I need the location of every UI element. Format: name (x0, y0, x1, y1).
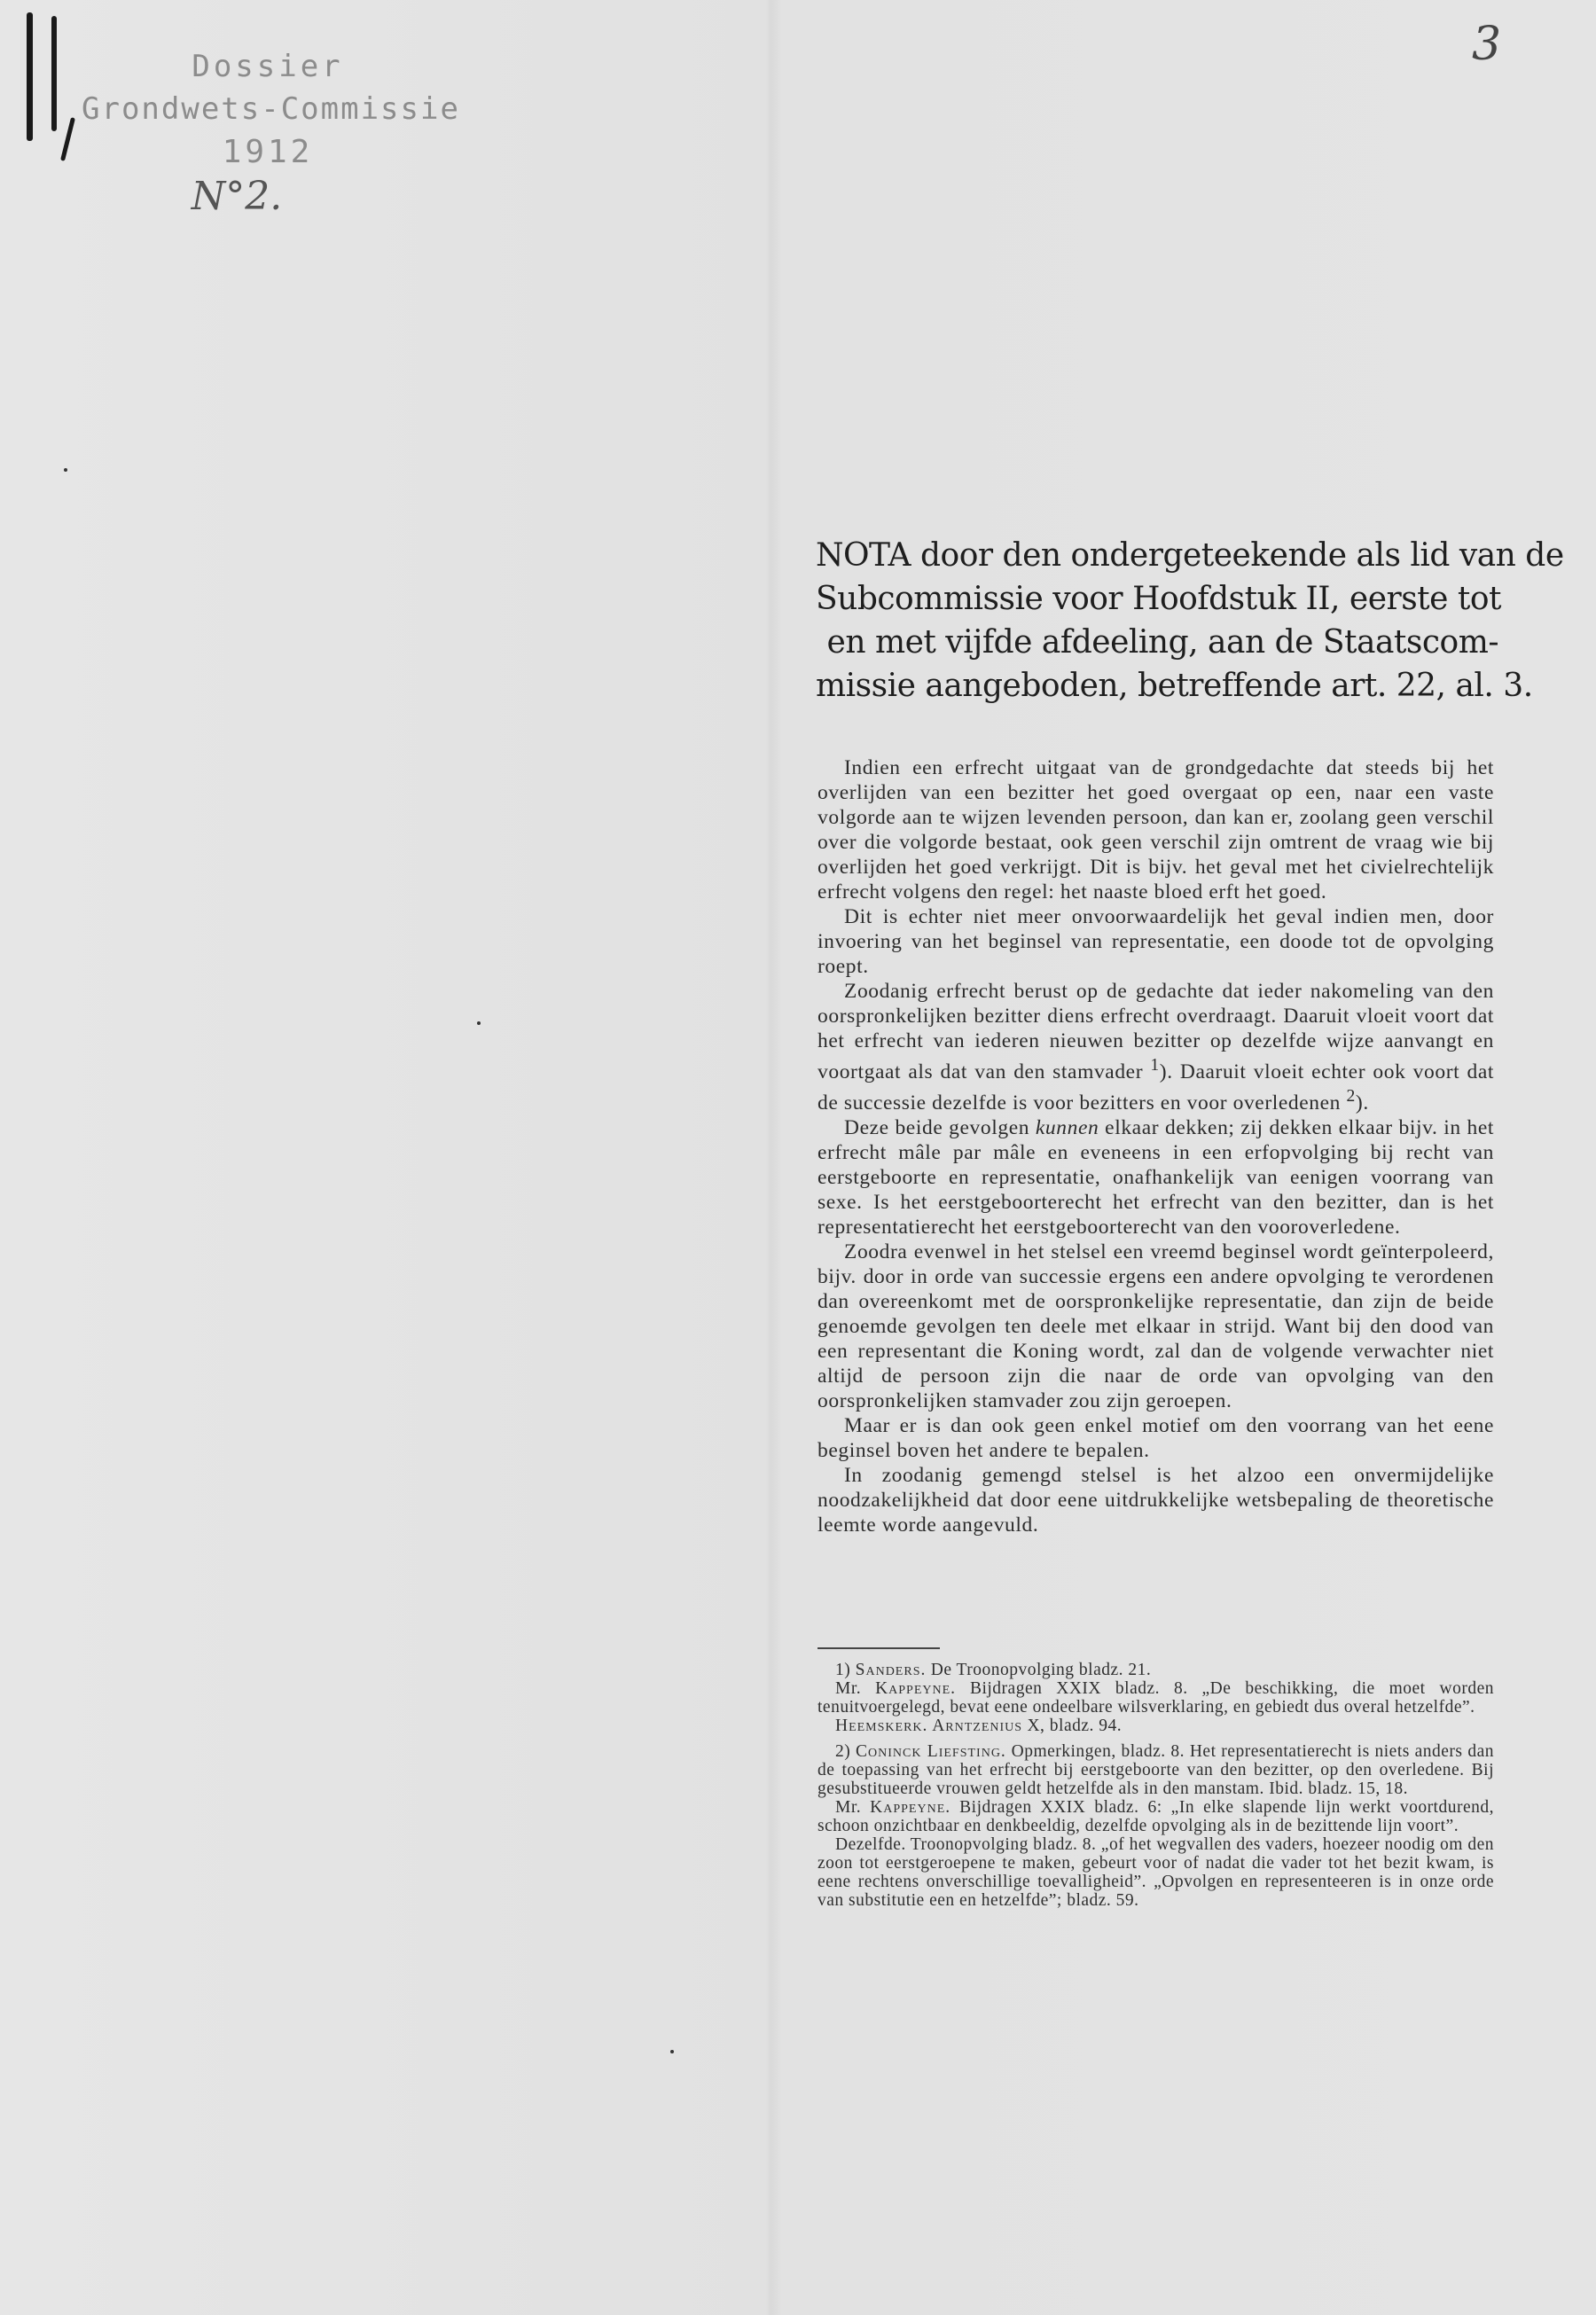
paragraph: Zoodra evenwel in het stelsel een vreemd beginsel wordt geïnterpoleerd, bijv. door in orde van successie ergens een andere opvolging te verordenen dan overeenkomt met de oorspronkelijke representatie, dan zijn de beide genoemde gevolgen ten deele met elkaar in strijd. Want bij den dood van een representant die Koning wordt, zal dan de volgende verwachter niet altijd de persoon zijn die naar de orde van opvolging van den oorspronkelijken stamvader zou zijn geroepen. (818, 1240, 1494, 1412)
paragraph: Indien een erfrecht uitgaat van de grondgedachte dat steeds bij het overlijden van een bezitter het goed overgaat op een, naar een vaste volgorde aan te wijzen levenden persoon, dan kan er, zoolang geen verschil over die volgorde bestaat, ook geen verschil zijn omtrent de vraag wie bij overlijden het goed verkrijgt. Dit is bijv. het geval met het civielrechtelijk erfrecht volgens den regel: het naaste bloed erft het goed. (818, 756, 1494, 903)
footnote-text: X, bladz. 94. (1022, 1717, 1123, 1735)
author-name: Kappeyne. (875, 1679, 957, 1698)
paragraph (818, 979, 1494, 1115)
author-name: Kappeyne. (870, 1798, 951, 1817)
body-text (818, 755, 1494, 1537)
handwritten-number: N°2. (191, 174, 283, 219)
footnote (818, 1742, 1494, 1798)
footnote (818, 1679, 1494, 1717)
author-name: Sanders. (855, 1661, 927, 1679)
footnote (818, 1717, 1494, 1735)
footnote-text: Mr. (835, 1798, 871, 1817)
paragraph-text: elkaar dekken; zij dekken elkaar bijv. in het erfrecht mâle par mâle en eveneens in een erfopvolging bij recht van eerstgeboorte en representatie, onafhankelijk van eenigen voorrang van sexe. Is het eerstgeboorterecht het erfrecht van den bezitter, dan is het representatierecht het eerstgeboorterecht van den vooroverledene. (818, 1115, 1495, 1239)
footnote-marker: 2) (835, 1742, 857, 1761)
binding-mark (60, 117, 75, 161)
heading-line: Subcommissie voor Hoofdstuk II, eerste tot (816, 581, 1502, 617)
emphasis: kunnen (1035, 1115, 1099, 1139)
paragraph-text: ). Daaruit vloeit echter ook voort dat de successie dezelfde is voor bezitters en voor overledenen (818, 1060, 1494, 1114)
binding-marks (20, 12, 73, 154)
paper-speck (64, 468, 67, 472)
footnote-marker: 1) (835, 1661, 856, 1679)
footnote-text: Bijdragen XXIX bladz. 6: „In elke slapende lijn werkt voortdurend, schoon onzichtbaar en denkbeeldig, dezelfde opvolging als in de bezittende lijn voort”. (818, 1798, 1495, 1835)
paragraph (818, 1115, 1494, 1240)
paragraph: Maar er is dan ook geen enkel motief om den voorrang van het eene beginsel boven het andere te bepalen. (818, 1413, 1494, 1462)
footnote (818, 1661, 1494, 1679)
paragraph-text: Zoodanig erfrecht berust op de gedachte dat ieder nakomeling van den oorspronkelijken bezitter diens erfrecht overdraagt. Daaruit vloeit voort dat het erfrecht van iederen nieuwen bezitter op dezelfde wijze aanvangt en voortgaat als dat van den stamvader (818, 980, 1494, 1083)
footnote (818, 1798, 1494, 1835)
footnote-divider (818, 1647, 940, 1649)
paragraph: In zoodanig gemengd stelsel is het alzoo een onvermijdelijke noodzakelijkheid dat door eene uitdrukkelijke wetsbepaling de theoretische leemte worde aangevuld. (818, 1463, 1494, 1537)
footnote-text: Bijdragen XXIX bladz. 8. „De beschikking, die moet worden tenuitvoergelegd, bevat eene ondeelbare wilsverklaring, en gebiedt dus overal hetzelfde”. (818, 1679, 1494, 1717)
heading-line: NOTA door den ondergeteekende als lid van de (816, 537, 1564, 574)
footnotes (818, 1661, 1494, 1910)
archive-stamp (82, 49, 460, 219)
paper-speck (477, 1021, 481, 1025)
stamp-line-dossier: Dossier (192, 49, 344, 84)
footnote: Dezelfde. Troonopvolging bladz. 8. „of het wegvallen des vaders, hoezeer noodig om den zoon tot eerstgeroepene te maken, gebeurt voor of nadat die vader tot het bezit kwam, is eene rechtens onverschillige toevalligheid”. „Opvolgen en representeeren is in onze orde van substitutie een en hetzelfde”; bladz. 59. (818, 1835, 1494, 1910)
footnote-ref: 1 (1150, 1056, 1160, 1075)
footnote-text: Opmerkingen, bladz. 8. Het representatierecht is niets anders dan de toepassing van het erfrecht bij eerstgeboorte van den bezitter, op den overledene. Bij gesubstitueerde vrouwen geldt hetzelfde als in den manstam. Ibid. bladz. 15, 18. (818, 1742, 1494, 1798)
paragraph: Dit is echter niet meer onvoorwaardelijk het geval indien men, door invoering van het beginsel van representatie, een doode tot de opvolging roept. (818, 905, 1494, 978)
heading-line: missie aangeboden, betreffende art. 22, al. 3. (816, 668, 1533, 704)
binding-mark (27, 12, 33, 141)
paragraph-text: ). (1355, 1091, 1369, 1114)
paper-speck (670, 2050, 674, 2053)
binding-mark (51, 16, 57, 131)
paragraph-text: Deze beide gevolgen (844, 1115, 1036, 1139)
footnote-text: Mr. (835, 1679, 876, 1698)
stamp-line-commission: Grondwets-Commissie (82, 91, 460, 127)
heading-line: en met vijfde afdeeling, aan de Staatscom- (826, 624, 1498, 661)
author-name: Heemskerk. Arntzenius (835, 1717, 1023, 1735)
footnote-ref: 2 (1346, 1086, 1356, 1106)
footnote-text: De Troonopvolging bladz. 21. (926, 1661, 1152, 1679)
document-heading (816, 534, 1564, 708)
author-name: Coninck Liefsting. (856, 1742, 1006, 1761)
page-number: 3 (1472, 18, 1502, 71)
stamp-line-year: 1912 (222, 134, 314, 170)
